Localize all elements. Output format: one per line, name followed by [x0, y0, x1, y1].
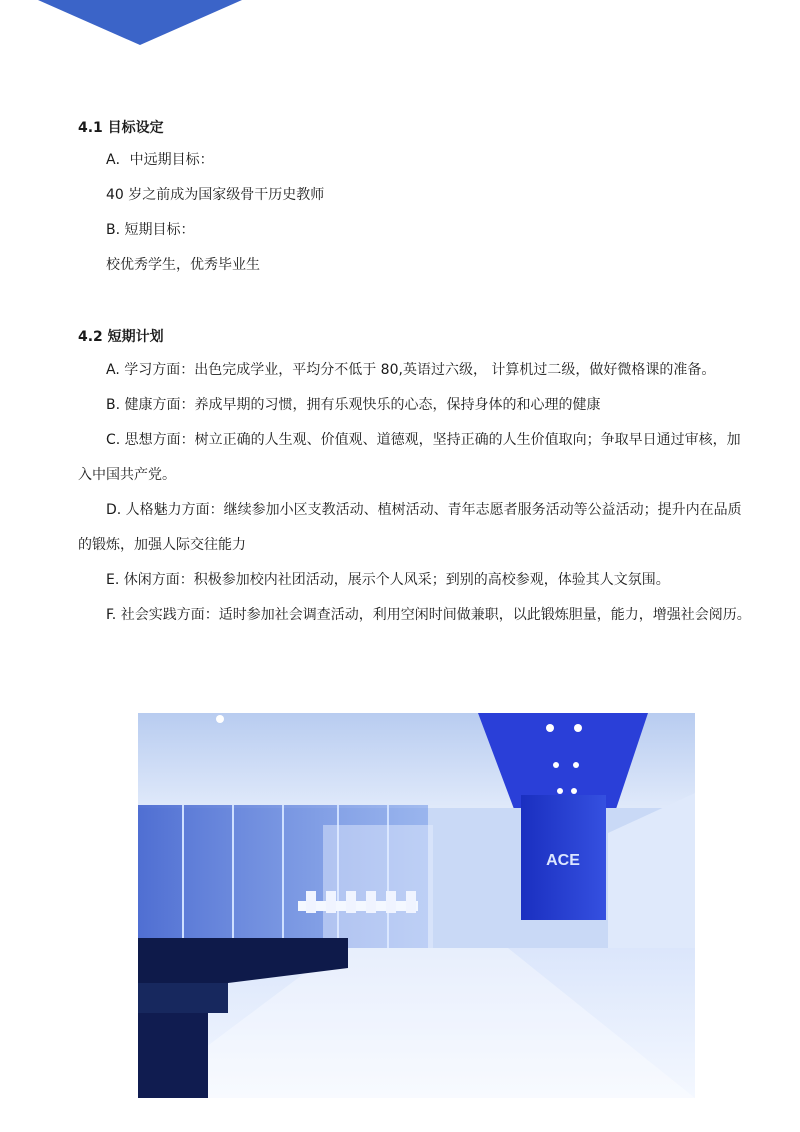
section-short-term-plan — [78, 327, 750, 347]
office-interior-photo — [138, 713, 695, 1098]
plan-item-thought: C. 思想方面：树立正确的人生观、价值观、道德观，坚持正确的人生价值取向；争取早日通过审核，加入中国共产党。 — [78, 432, 741, 483]
plan-item-personality: D. 人格魅力方面：继续参加小区支教活动、植树活动、青年志愿者服务活动等公益活动；提升内在品质的锻炼，加强人际交往能力 — [78, 502, 742, 553]
goal-line: 校优秀学生，优秀毕业生 — [106, 257, 260, 273]
goal-line: A．中远期目标： — [106, 152, 214, 168]
plan-item-health: B. 健康方面：养成早期的习惯，拥有乐观快乐的心态，保持身体的和心理的健康 — [106, 397, 601, 413]
goal-line: B. 短期目标： — [106, 222, 195, 238]
plan-list — [78, 353, 752, 633]
section-heading-short-term-plan: 4.2 短期计划 — [78, 329, 164, 345]
photo-logo-text: ACE — [546, 852, 580, 869]
goal-line: 40 岁之前成为国家级骨干历史教师 — [106, 187, 325, 203]
goals-list — [78, 143, 750, 283]
plan-item-social-practice: F. 社会实践方面：适时参加社会调查活动，利用空闲时间做兼职，以此锻炼胆量，能力，增强社会阅历。 — [106, 607, 751, 623]
section-goals — [78, 118, 750, 138]
plan-item-study: A. 学习方面：出色完成学业，平均分不低于 80,英语过六级， 计算机过二级，做好微格课的准备。 — [106, 362, 716, 378]
section-heading-goals: 4.1 目标设定 — [78, 120, 164, 136]
plan-item-leisure: E. 休闲方面：积极参加校内社团活动，展示个人风采；到别的高校参观，体验其人文氛围。 — [106, 572, 670, 588]
corner-chevron-decoration — [0, 0, 260, 50]
